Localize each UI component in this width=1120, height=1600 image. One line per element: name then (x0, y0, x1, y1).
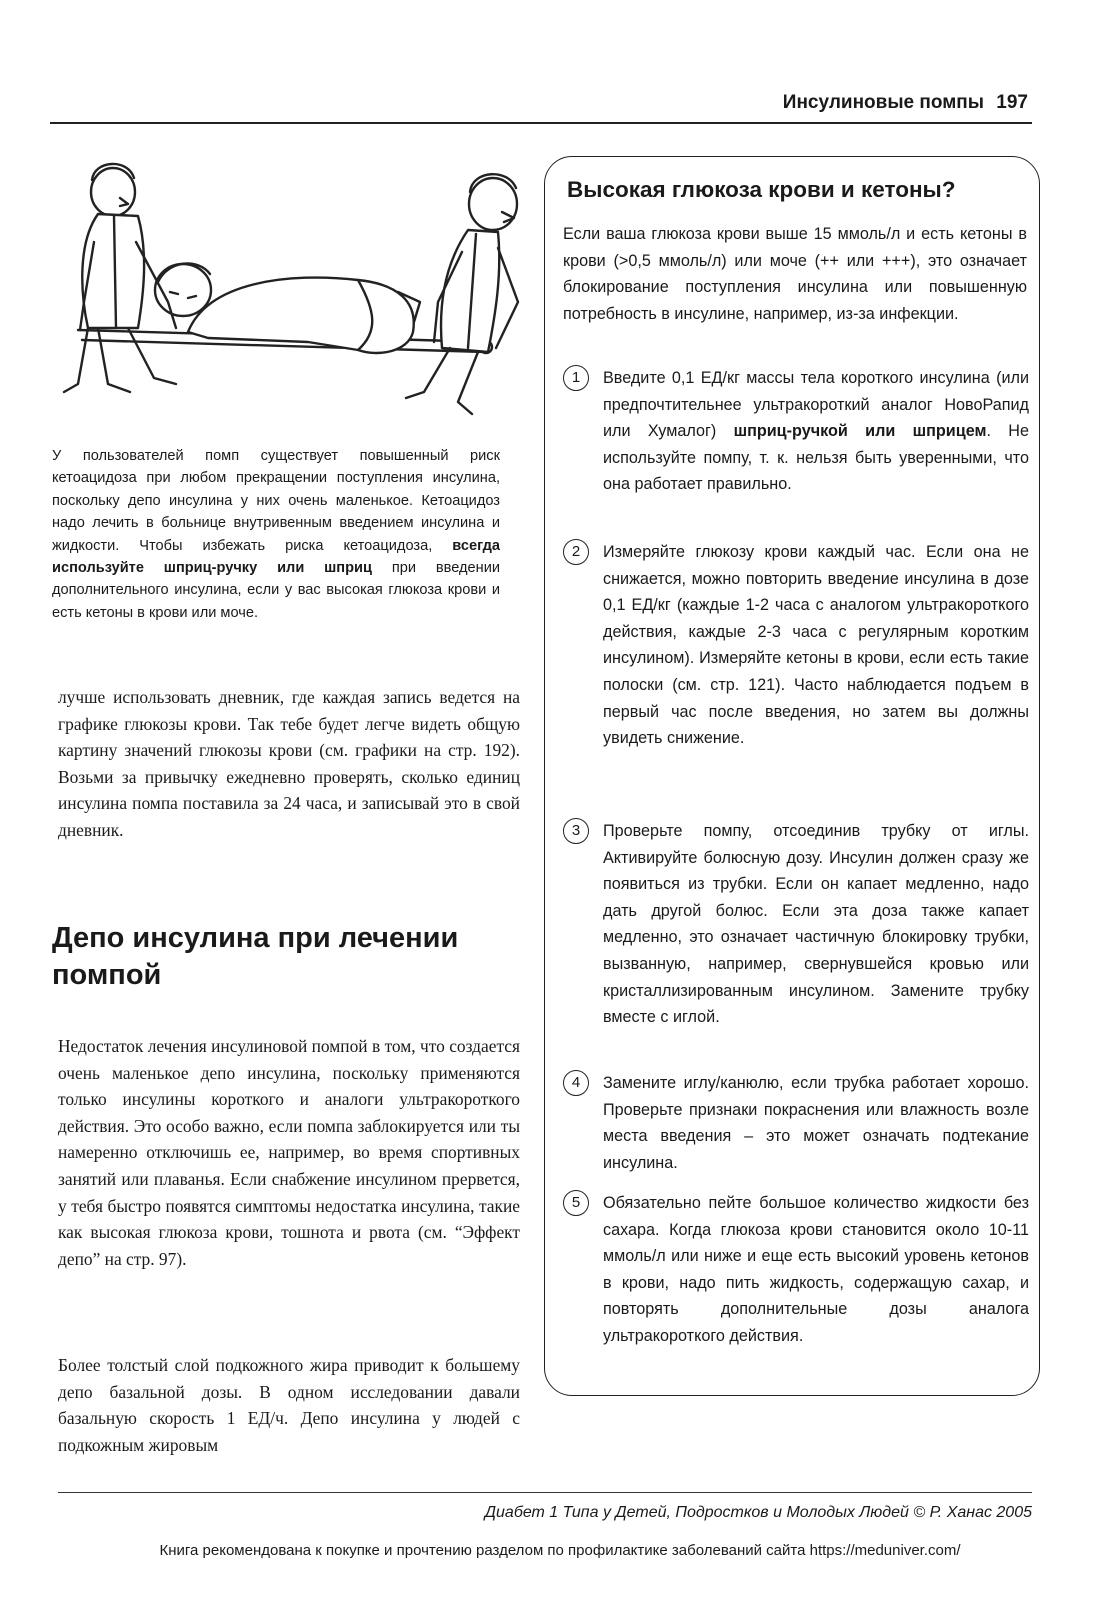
page-number: 197 (996, 92, 1028, 113)
illustration-caption (52, 445, 500, 624)
body-paragraph-2: Недостаток лечения инсулиновой помпой в том, что создается очень маленькое депо инсулина, поскольку применяются только инсулины короткого и аналоги ультракороткого действия. Это особо важно, если помпа заблокируется или ты намеренно отключишь ее, например, во время спортивных занятий или плаванья. Если снабжение инсулином прервется, у тебя быстро появятся симптомы недостатка инсулина, такие как высокая глюкоза крови, тошнота и рвота (см. “Эффект депо” на стр. 97). (58, 1036, 520, 1269)
step-text-end: . Не используйте помпу, т. к. нельзя быть уверенными, что она работает правильно. (603, 422, 1029, 494)
step-number-circle: 4 (563, 1070, 589, 1096)
step-number-circle: 2 (563, 539, 589, 565)
info-box-intro: Если ваша глюкоза крови выше 15 ммоль/л и есть кетоны в крови (>0,5 ммоль/л) или моче (++ или +++), это означает блокирование поступления инсулина или повышенную потребность в инсулине, например, из-за инфекции. (563, 225, 1027, 323)
step-number-circle: 1 (563, 365, 589, 391)
info-box (544, 156, 1040, 1396)
caption-emphasis: всегда используйте шприц-ручку или шприц (52, 537, 500, 577)
step-text: Проверьте помпу, отсоединив трубку от иглы. Активируйте болюсную дозу. Инсулин должен сразу же появиться из трубки. Если он капает медленно, надо дать другой болюс. Если эта доза также капает медленно, это означает частичную блокировку трубки, вызванную, например, свернувшейся кровью или кристаллизированным инсулином. Замените трубку вместе с иглой. (603, 822, 1029, 1027)
footer-divider (58, 1492, 1032, 1493)
step-text: Замените иглу/канюлю, если трубка работает хорошо. Проверьте признаки покраснения или влажность возле места введения – это может означать подтекание инсулина. (603, 1074, 1029, 1172)
caption-text-end: при введении дополнительного инсулина, если у вас высокая глюкоза крови и есть кетоны в крови или моче. (52, 560, 500, 621)
running-head (50, 86, 1032, 124)
footer-source: Диабет 1 Типа у Детей, Подростков и Молодых Людей © Р. Ханас 2005 (484, 1504, 1032, 1521)
step-number-circle: 3 (563, 818, 589, 844)
running-head-title: Инсулиновые помпы (782, 92, 984, 113)
footer-note: Книга рекомендована к покупке и прочтению разделом по профилактике заболеваний сайта https://meduniver.com/ (159, 1542, 961, 1559)
caption-text: У пользователей помп существует повышенный риск кетоацидоза при любом прекращении поступления инсулина, поскольку депо инсулина у них очень маленькое. Кетоацидоз надо лечить в больнице внутривенным введением инсулина и жидкости. Чтобы избежать риска кетоацидоза, (52, 448, 500, 554)
body-paragraph-3: Более толстый слой подкожного жира приводит к большему депо базальной дозы. В одном исследовании давали базальную скорость 1 ЕД/ч. Депо инсулина у людей с подкожным жировым (58, 1355, 520, 1455)
info-box-title: Высокая глюкоза крови и кетоны? (567, 177, 956, 202)
body-paragraph-1: лучше использовать дневник, где каждая запись ведется на графике глюкозы крови. Так тебе будет легче видеть общую картину значений глюкозы крови (см. графики на стр. 192). Возьми за привычку ежедневно проверять, сколько единиц инсулина помпа поставила за 24 часа, и записывай это в свой дневник. (58, 687, 520, 840)
step-number-circle: 5 (563, 1190, 589, 1216)
step-text-start: Введите 0,1 ЕД/кг массы тела короткого инсулина (или предпочтительнее ультракороткий аналог НовоРапид или Хумалог) (603, 369, 1029, 441)
step-text: Обязательно пейте большое количество жидкости без сахара. Когда глюкоза крови становится около 10-11 ммоль/л или ниже и еще есть высокий уровень кетонов в крови, надо пить жидкость, содержащую сахар, и повторять дополнительные дозы аналога ультракороткого действия. (603, 1194, 1029, 1345)
step-text (603, 365, 1029, 498)
step-emphasis: шприц-ручкой или шприцем (733, 422, 987, 441)
step-text: Измеряйте глюкозу крови каждый час. Если она не снижается, можно повторить введение инсулина в дозе 0,1 ЕД/кг (каждые 1-2 часа с аналогом ультракороткого действия, каждые 2-3 часа с регулярным коротким инсулином). Измеряйте кетоны в крови, если есть такие полоски (см. стр. 121). Часто наблюдается подъем в первый час после введения, но затем вы должны увидеть снижение. (603, 543, 1029, 748)
section-heading: Депо инсулина при лечении помпой (52, 922, 459, 991)
stretcher-illustration-icon (58, 152, 548, 434)
